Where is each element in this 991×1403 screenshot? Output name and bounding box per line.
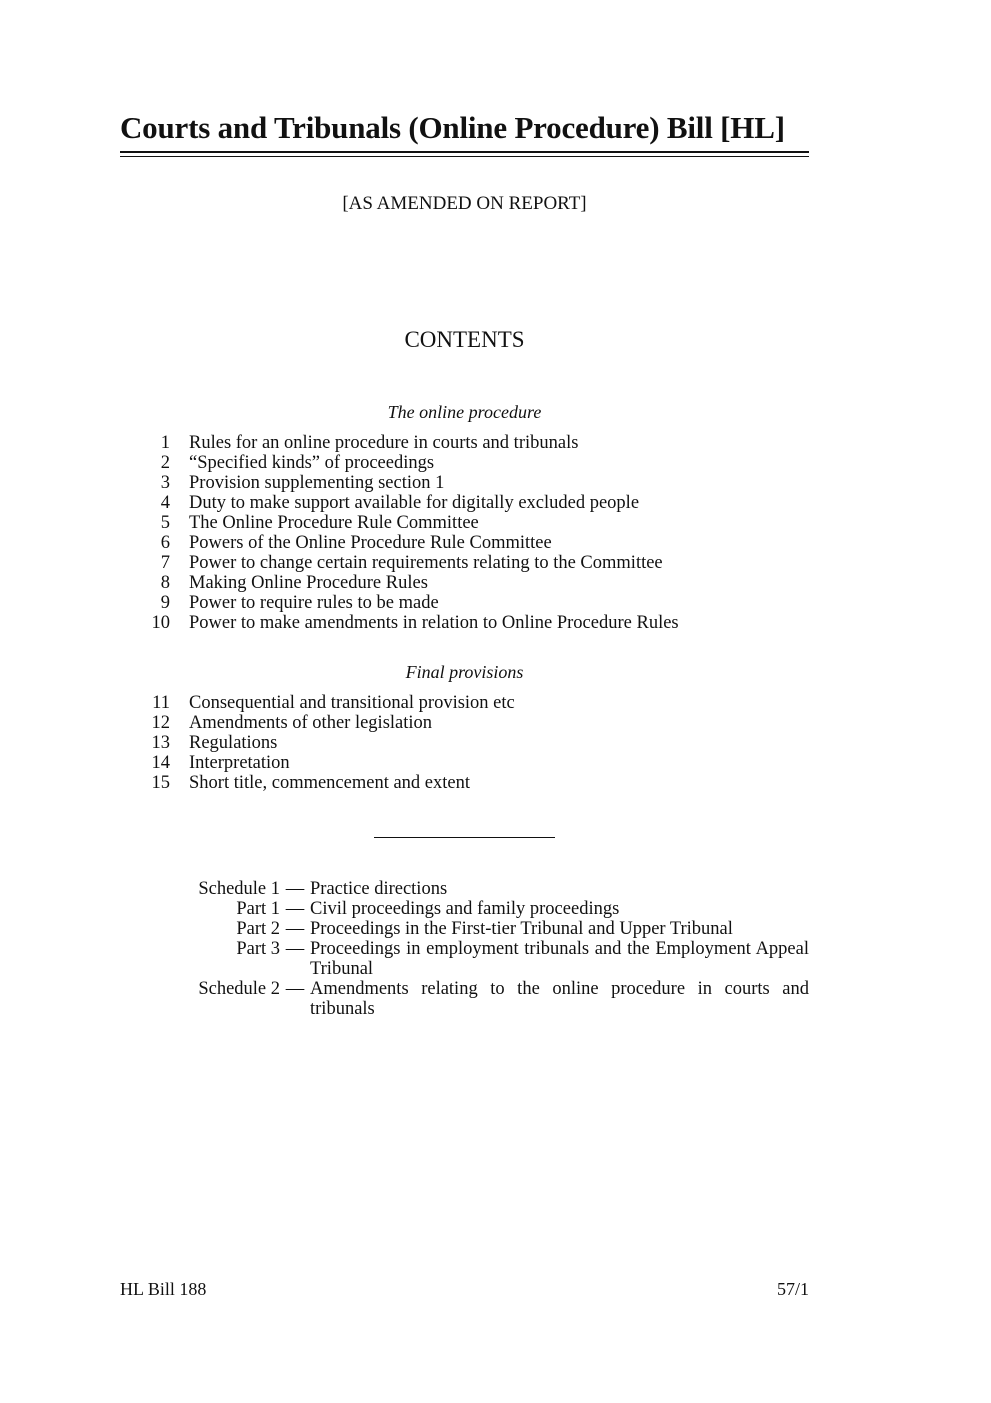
schedule-item[interactable]	[140, 979, 809, 1019]
item-title: Consequential and transitional provision etc	[189, 693, 515, 713]
part-title: Civil proceedings and family proceedings	[310, 899, 620, 919]
item-title: Making Online Procedure Rules	[189, 573, 428, 593]
section-heading-final-provisions: Final provisions	[405, 662, 524, 682]
item-number: 5	[160, 513, 170, 533]
contents-item[interactable]	[130, 593, 830, 613]
part-title: Proceedings in the First-tier Tribunal and Upper Tribunal	[310, 919, 733, 939]
contents-list-online-procedure	[130, 433, 830, 633]
schedules-list	[140, 879, 809, 1019]
item-title: “Specified kinds” of proceedings	[189, 453, 435, 473]
item-title: Short title, commencement and extent	[189, 773, 471, 793]
contents-item[interactable]	[130, 773, 830, 793]
contents-item[interactable]	[130, 533, 830, 553]
part-label: Part 2	[236, 919, 280, 939]
schedule-part-item[interactable]	[140, 899, 809, 919]
title-rule-thick	[120, 151, 809, 153]
item-title: Amendments of other legislation	[189, 713, 433, 733]
title-rule-thin	[120, 156, 809, 157]
item-title: Power to make amendments in relation to Online Procedure Rules	[189, 613, 679, 633]
em-dash: —	[285, 919, 305, 939]
schedule-part-item[interactable]	[140, 939, 809, 979]
item-title: Regulations	[189, 733, 278, 753]
item-number: 3	[160, 473, 170, 493]
em-dash: —	[285, 939, 305, 959]
schedule-title: Amendments relating to the online procedure in courts and tribunals	[310, 979, 809, 1019]
contents-item[interactable]	[130, 433, 830, 453]
contents-item[interactable]	[130, 473, 830, 493]
item-number: 12	[151, 713, 170, 733]
contents-item[interactable]	[130, 733, 830, 753]
contents-item[interactable]	[130, 753, 830, 773]
bill-status: [AS AMENDED ON REPORT]	[342, 193, 587, 214]
schedule-label: Schedule 1	[198, 879, 280, 899]
item-title: Rules for an online procedure in courts and tribunals	[189, 433, 579, 453]
item-title: Provision supplementing section 1	[189, 473, 445, 493]
item-number: 8	[160, 573, 170, 593]
schedule-part-item[interactable]	[140, 919, 809, 939]
schedule-label: Schedule 2	[198, 979, 280, 999]
item-number: 13	[151, 733, 170, 753]
item-number: 1	[160, 433, 170, 453]
item-number: 11	[152, 693, 170, 713]
contents-item[interactable]	[130, 713, 830, 733]
em-dash: —	[285, 879, 305, 899]
part-title: Proceedings in employment tribunals and the Employment Appeal Tribunal	[310, 939, 809, 979]
item-number: 2	[160, 453, 170, 473]
section-divider	[374, 837, 555, 838]
item-title: Power to require rules to be made	[189, 593, 439, 613]
part-label: Part 1	[236, 899, 280, 919]
item-title: The Online Procedure Rule Committee	[189, 513, 479, 533]
contents-list-final-provisions	[130, 693, 830, 793]
part-label: Part 3	[236, 939, 280, 959]
contents-item[interactable]	[130, 513, 830, 533]
schedule-item[interactable]	[140, 879, 809, 899]
contents-item[interactable]	[130, 553, 830, 573]
bill-number: HL Bill 188	[120, 1279, 207, 1299]
item-title: Powers of the Online Procedure Rule Committee	[189, 533, 552, 553]
item-number: 7	[160, 553, 170, 573]
schedule-title: Practice directions	[310, 879, 448, 899]
item-number: 14	[151, 753, 170, 773]
bill-title: Courts and Tribunals (Online Procedure) Bill [HL]	[120, 110, 785, 145]
em-dash: —	[285, 899, 305, 919]
contents-item[interactable]	[130, 493, 830, 513]
em-dash: —	[285, 979, 305, 999]
item-number: 15	[151, 773, 170, 793]
contents-item[interactable]	[130, 573, 830, 593]
item-number: 9	[160, 593, 170, 613]
item-number: 10	[151, 613, 170, 633]
contents-item[interactable]	[130, 693, 830, 713]
contents-item[interactable]	[130, 613, 830, 633]
page-reference: 57/1	[776, 1279, 809, 1299]
item-number: 6	[160, 533, 170, 553]
contents-item[interactable]	[130, 453, 830, 473]
section-heading-online-procedure: The online procedure	[387, 402, 542, 422]
item-number: 4	[160, 493, 170, 513]
item-title: Interpretation	[189, 753, 290, 773]
item-title: Power to change certain requirements relating to the Committee	[189, 553, 663, 573]
contents-heading: CONTENTS	[404, 327, 525, 352]
item-title: Duty to make support available for digitally excluded people	[189, 493, 640, 513]
